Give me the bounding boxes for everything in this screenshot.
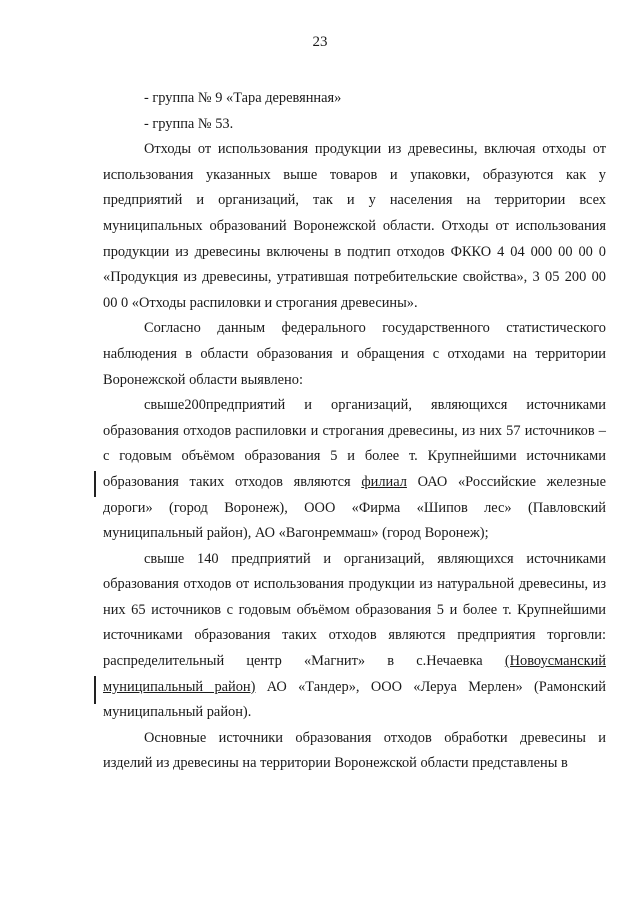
page-number: 23 (312, 34, 328, 50)
text-run: АО «Тандер», ООО «Леруа Мерлен» (Рамонский муниципальный район). (103, 678, 606, 721)
text-run: свыше 140 предприятий и организаций, являющихся источниками образования отходов от использования продукции из натуральной древесины, из них 65 источников с годовым объёмом образования 5 и более т. Крупнейшими источниками образования таких отходов являются предприятия торговли: распределительный центр «Магнит» в с.Нечаевка (103, 550, 606, 670)
paragraph-natural-wood-waste (103, 547, 606, 726)
text-run: свыше200предприятий и организаций, являющихся источниками образования отходов распиловки и строгания древесины, из них 57 источников – с годовым объёмом образования 5 и более т. Крупнейшими источниками образования таких отходов являются (103, 397, 606, 490)
underlined-text: филиал (361, 473, 407, 490)
list-item-group-9: - группа № 9 «Тара деревянная» (144, 90, 342, 106)
paragraph-statistics: Согласно данным федерального государственного статистического наблюдения в области образования и обращения с отходами на территории Воронежской области выявлено: (103, 320, 606, 388)
paragraph-main-sources: Основные источники образования отходов обработки древесины и изделий из древесины на территории Воронежской области представлены в (103, 729, 606, 772)
revision-mark (94, 471, 96, 497)
revision-mark (94, 676, 96, 704)
underlined-text: (Новоусманский муниципальный район) (103, 653, 606, 695)
paragraph-wood-waste: Отходы от использования продукции из древесины, включая отходы от использования указанных выше товаров и упаковки, образуются как у предприятий и организаций, так и у населения на территории всех муниципальных образований Воронежской области. Отходы от использования продукции из древесины включены в подтип отходов ФККО 4 04 000 00 00 0 «Продукция из древесины, утратившая потребительские свойства», 3 05 200 00 00 0 «Отходы распиловки и строгания древесины». (103, 141, 606, 311)
paragraph-sawing-waste (103, 393, 606, 547)
text-run: ОАО «Российские железные дороги» (город Воронеж), ООО «Фирма «Шипов лес» (Павловский муниципальный район), АО «Вагонреммаш» (город Воронеж); (103, 473, 606, 542)
list-item-group-53: - группа № 53. (144, 115, 234, 132)
body-text (103, 86, 606, 777)
